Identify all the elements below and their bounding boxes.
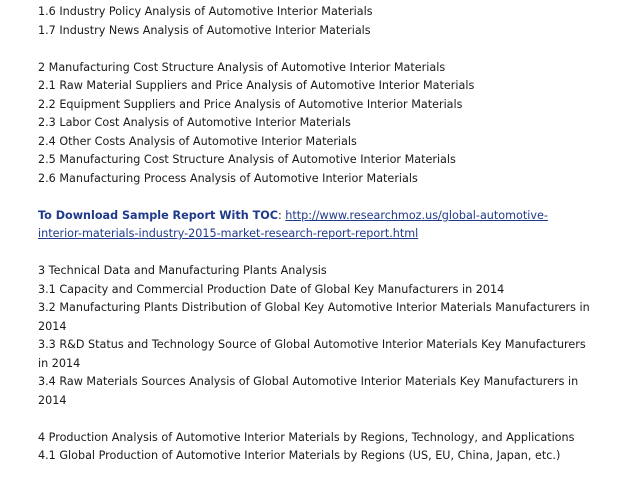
toc-heading-2: 2 Manufacturing Cost Structure Analysis of Automotive Interior Materials: [38, 60, 446, 74]
spacer: [38, 40, 598, 59]
toc-item-3-1: 3.1 Capacity and Commercial Production Date of Global Key Manufacturers in 2014: [38, 282, 505, 296]
toc-item-2-1: 2.1 Raw Material Suppliers and Price Analysis of Automotive Interior Materials: [38, 79, 475, 92]
download-link-part1[interactable]: http://www.researchmoz.us/global-automotive-: [285, 208, 548, 222]
toc-item-3-2: 3.2 Manufacturing Plants Distribution of Global Key Automotive Interior Materials Manufacturers in 2014: [38, 301, 590, 333]
toc-item-2-3: 2.3 Labor Cost Analysis of Automotive Interior Materials: [38, 116, 351, 129]
download-link-line2: [38, 225, 598, 244]
toc-item-3-4: 3.4 Raw Materials Sources Analysis of Global Automotive Interior Materials Key Manufacturers in 2014: [38, 375, 579, 407]
download-link-part2[interactable]: interior-materials-industry-2015-market-research-report-report.html: [38, 227, 419, 240]
download-separator: :: [277, 208, 286, 222]
toc-heading-4: 4 Production Analysis of Automotive Interior Materials by Regions, Technology, and Applications: [38, 430, 575, 444]
download-sample-line: [38, 207, 598, 226]
toc-item-2-2: 2.2 Equipment Suppliers and Price Analysis of Automotive Interior Materials: [38, 97, 463, 111]
spacer: [38, 244, 598, 263]
spacer: [38, 410, 598, 429]
toc-item-3-3: 3.3 R&D Status and Technology Source of Global Automotive Interior Materials Key Manufacturers in 2014: [38, 338, 586, 370]
toc-item-4-1: 4.1 Global Production of Automotive Interior Materials by Regions (US, EU, China, Japan, etc.): [38, 449, 561, 462]
toc-item-1-6: 1.6 Industry Policy Analysis of Automotive Interior Materials: [38, 5, 373, 18]
toc-heading-3: 3 Technical Data and Manufacturing Plants Analysis: [38, 264, 327, 277]
toc-item-2-6: 2.6 Manufacturing Process Analysis of Automotive Interior Materials: [38, 171, 418, 185]
toc-item-2-5: 2.5 Manufacturing Cost Structure Analysis of Automotive Interior Materials: [38, 153, 456, 166]
toc-item-2-4: 2.4 Other Costs Analysis of Automotive Interior Materials: [38, 134, 357, 148]
spacer: [38, 188, 598, 207]
document-page: [38, 3, 598, 466]
download-label: To Download Sample Report With TOC: [38, 208, 278, 222]
toc-item-1-7: 1.7 Industry News Analysis of Automotive Interior Materials: [38, 23, 371, 37]
